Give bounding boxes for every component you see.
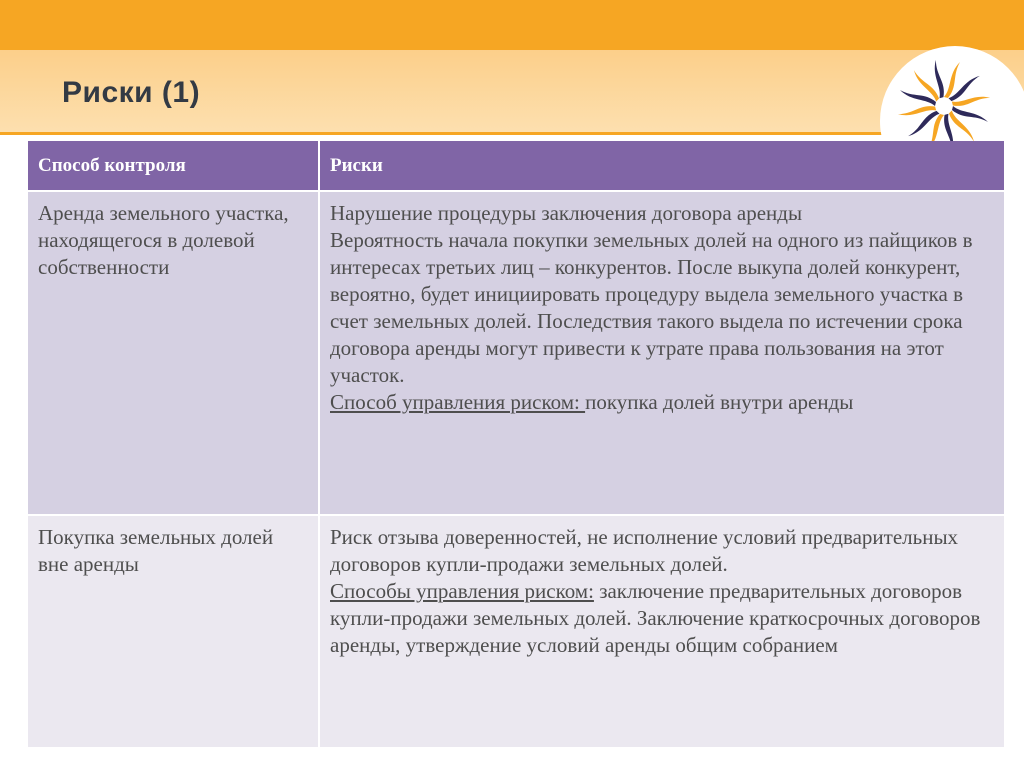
header-risks: Риски — [318, 141, 1004, 190]
risk-management-label: Способы управления риском: — [330, 579, 594, 603]
risk-management-label: Способ управления риском: — [330, 390, 586, 414]
risk-description: Риск отзыва доверенностей, не исполнение условий предварительных договоров купли-продажи земельных долей. — [330, 525, 959, 576]
header-control-method: Способ контроля — [28, 141, 318, 190]
top-band — [0, 0, 1024, 50]
table-row — [28, 190, 1004, 514]
page-title: Риски (1) — [62, 76, 201, 109]
risk-management-text: заключение предварительных договоров купли-продажи земельных долей. Заключение краткосрочных договоров аренды, утверждение условий аренды общим собранием — [330, 579, 981, 657]
risks-cell — [318, 514, 1004, 747]
control-method-cell: Аренда земельного участка, находящегося в долевой собственности — [28, 190, 318, 514]
table-header-row — [28, 141, 1004, 190]
risks-cell — [318, 190, 1004, 514]
risk-description: Вероятность начала покупки земельных долей на одного из пайщиков в интересах третьих лиц – конкурентов. После выкупа долей конкурент, вероятно, будет инициировать процедуру выдела земельного участка в счет земельных долей. Последствия такого выдела по истечении срока договора аренды могут привести к утрате права пользования на этот участок. — [330, 228, 973, 387]
risk-title: Нарушение процедуры заключения договора аренды — [330, 201, 803, 225]
control-method-cell: Покупка земельных долей вне аренды — [28, 514, 318, 747]
risk-management — [330, 389, 994, 416]
risk-management — [330, 578, 994, 659]
table-row — [28, 514, 1004, 747]
title-band-underline — [0, 132, 1024, 135]
risk-table — [28, 141, 1004, 747]
risk-management-text: покупка долей внутри аренды — [585, 390, 854, 414]
